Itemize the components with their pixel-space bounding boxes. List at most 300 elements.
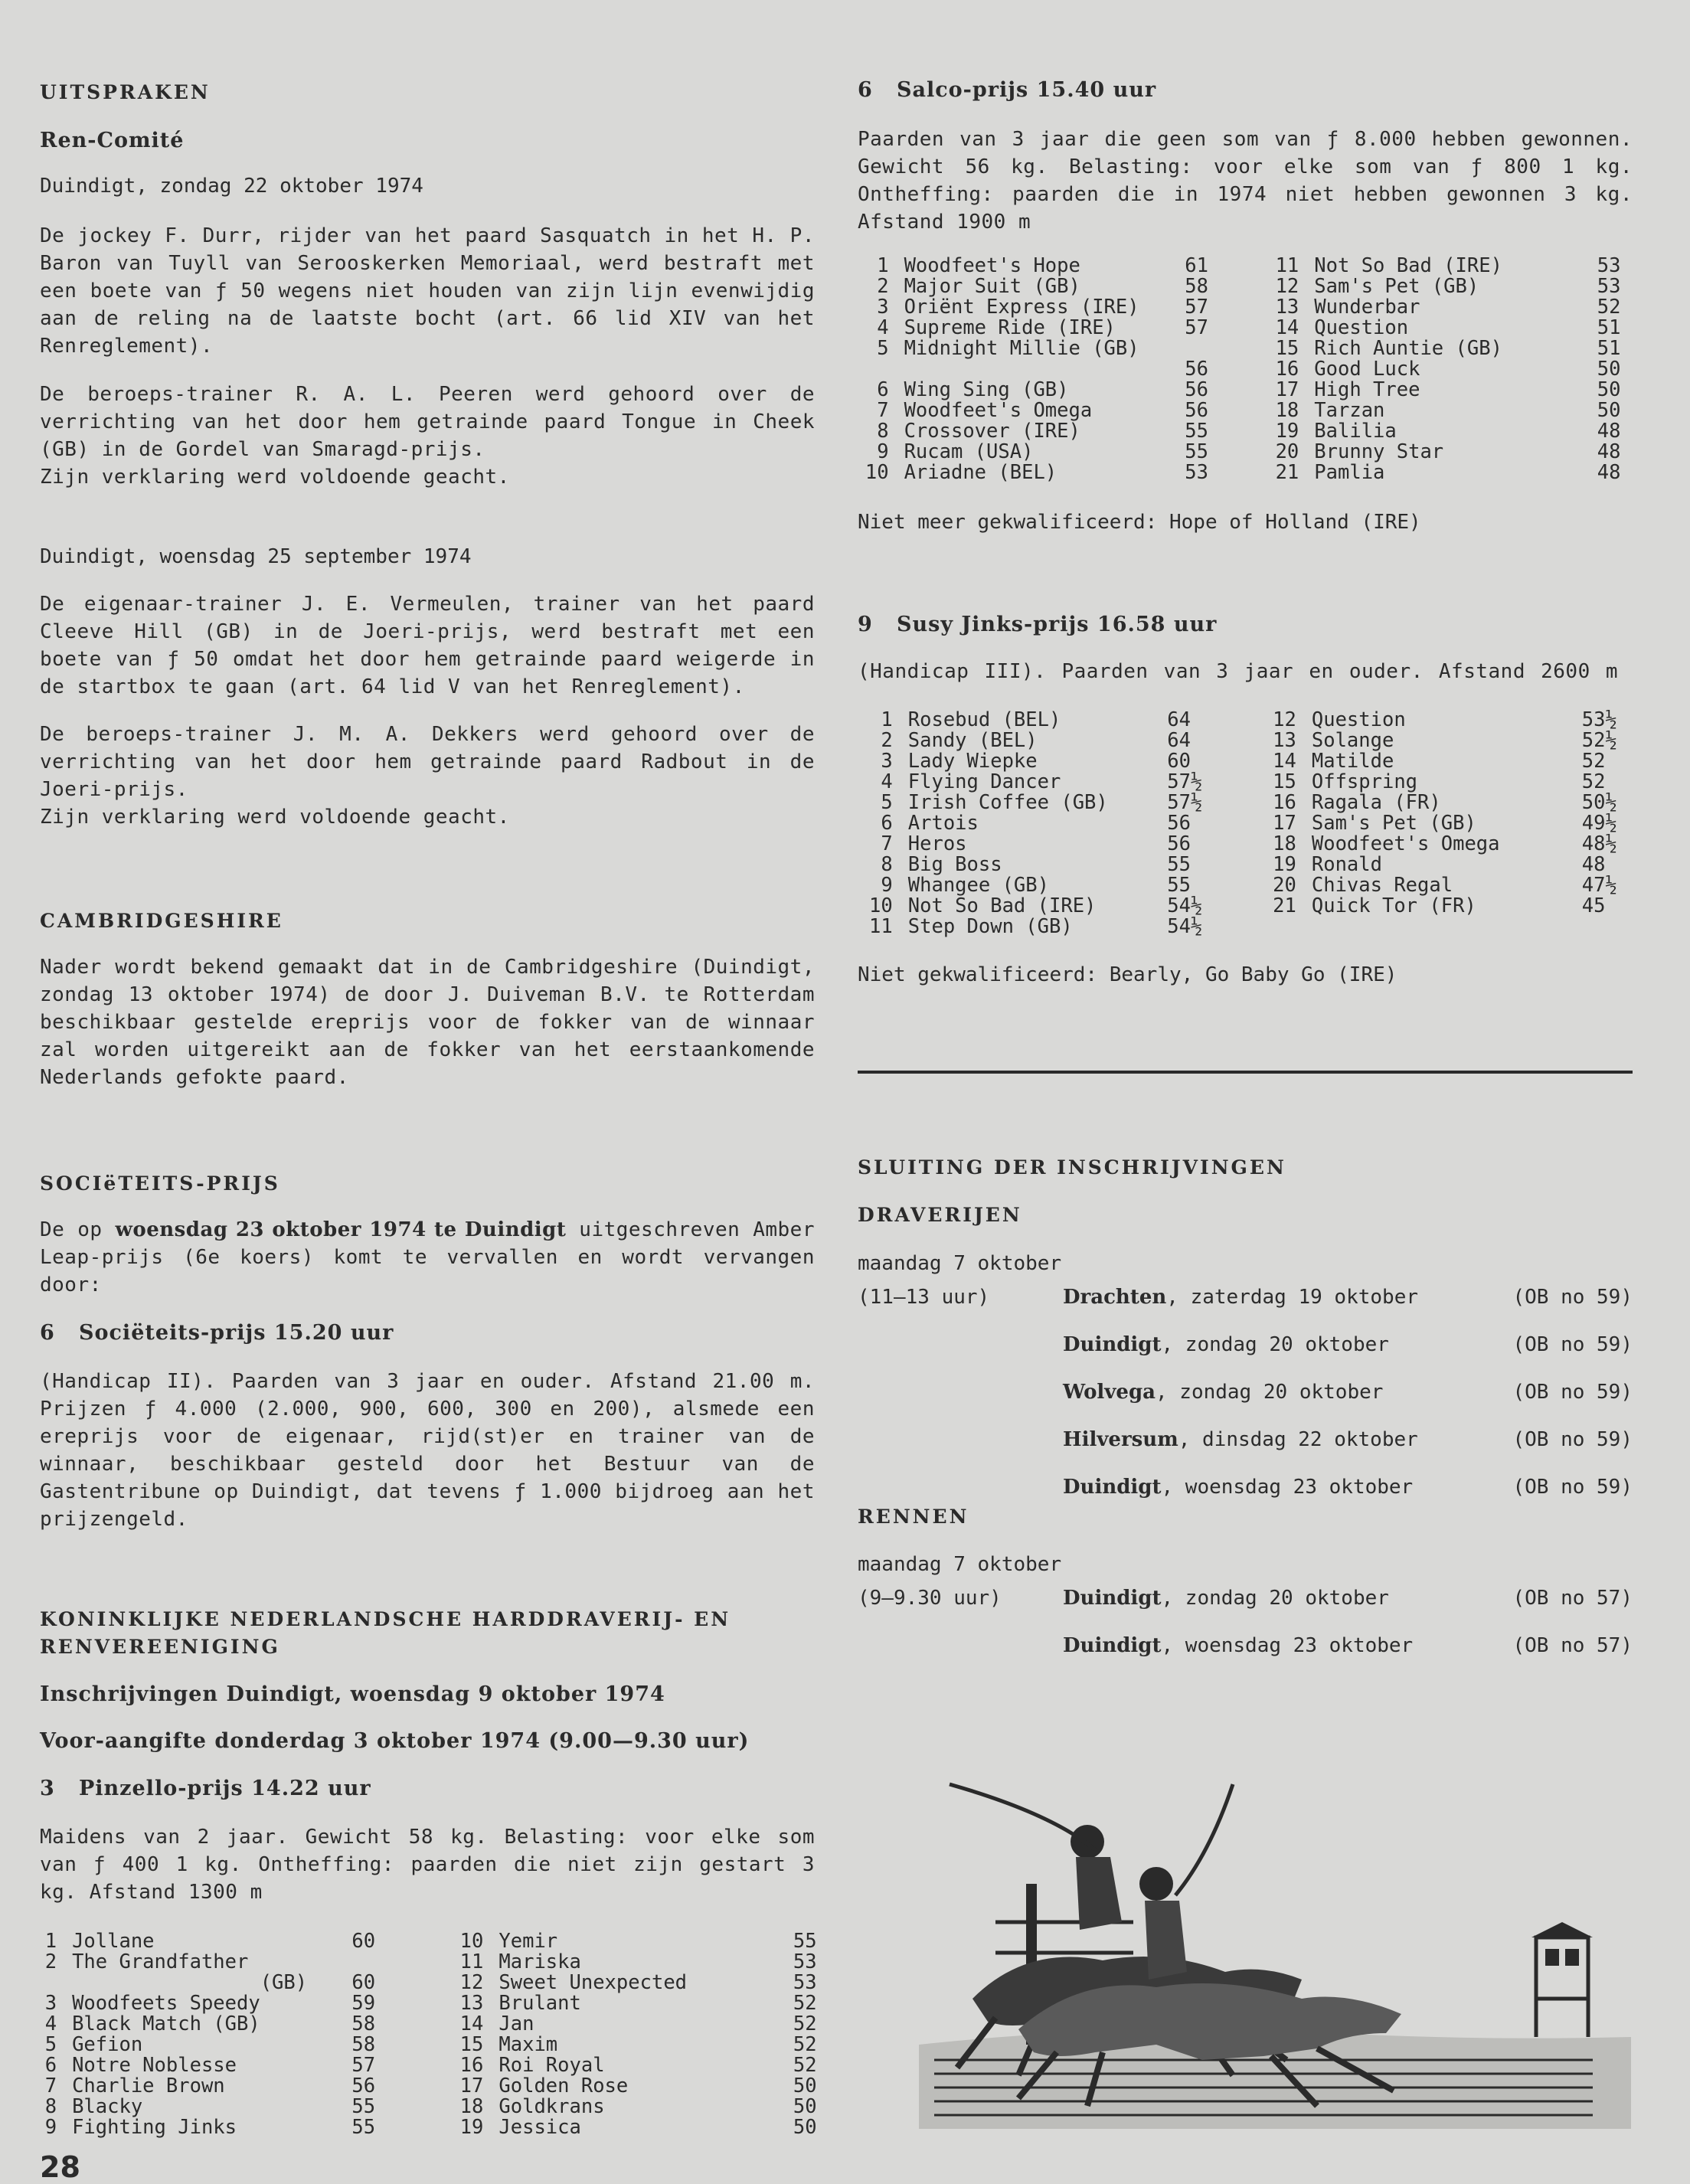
horse-name: Good Luck <box>1314 358 1420 381</box>
horse-name: Jan <box>499 2012 534 2035</box>
uitspraken-paragraph-2 <box>40 381 815 491</box>
closing-day: , dinsdag 22 oktober <box>1178 1428 1418 1451</box>
horse-name: Charlie Brown <box>72 2074 225 2097</box>
entry-row <box>1256 421 1633 442</box>
closing-time: (9—9.30 uur) <box>858 1587 1002 1610</box>
entry-number: 11 <box>459 1950 484 1973</box>
entry-number: 13 <box>1273 729 1296 752</box>
horse-name: Notre Noblesse <box>72 2054 237 2077</box>
horse-name: High Tree <box>1314 378 1420 401</box>
entry-number: 12 <box>1273 708 1296 731</box>
entry-weight: 58 <box>351 2012 376 2035</box>
closing-ob-number: (OB no 59) <box>1512 1476 1633 1499</box>
closing-ob-number: (OB no 57) <box>1512 1587 1633 1610</box>
entry-number <box>40 1973 72 1993</box>
entry-number: 2 <box>881 729 893 752</box>
entry-row <box>858 917 1213 937</box>
horse-name: Crossover (IRE) <box>904 420 1080 443</box>
entry-row <box>438 2097 830 2117</box>
grandstand-icon <box>1531 1922 1593 2037</box>
entry-weight: 55 <box>1167 853 1191 876</box>
entry-row <box>1256 463 1633 483</box>
closing-ob-number: (OB no 59) <box>1512 1428 1633 1451</box>
entry-weight: 52½ <box>1581 729 1617 752</box>
entry-number: 5 <box>44 2033 57 2056</box>
uitspraken-heading: UITSPRAKEN <box>40 81 211 103</box>
ren-comite-subheading: Ren-Comité <box>40 129 185 152</box>
horse-name: Irish Coffee (GB) <box>907 791 1108 814</box>
entry-row <box>1256 359 1633 380</box>
entry-weight: 52 <box>793 1992 817 2015</box>
horse-name: Wunderbar <box>1314 296 1420 319</box>
entry-row <box>1256 338 1633 359</box>
entry-weight: 55 <box>351 2095 376 2118</box>
entry-row <box>1256 793 1633 813</box>
jockey-2-body-icon <box>1145 1901 1187 1980</box>
horse-name: Not So Bad (IRE) <box>907 894 1097 917</box>
societeits-heading: SOCIëTEITS-PRIJS <box>40 1172 280 1195</box>
entry-number: 9 <box>877 440 889 463</box>
entry-row <box>1256 256 1633 276</box>
entry-number: 5 <box>877 337 889 360</box>
horse-name: Sam's Pet (GB) <box>1311 812 1476 835</box>
closing-venue: Duindigt <box>1063 1476 1162 1499</box>
entry-row <box>858 380 1213 401</box>
uitspraken-date-2: Duindigt, woensdag 25 september 1974 <box>40 545 472 568</box>
entry-weight: 54½ <box>1167 894 1203 917</box>
entry-weight: 56 <box>1185 358 1208 381</box>
entry-row <box>40 1952 380 1973</box>
rennen-heading: RENNEN <box>858 1506 969 1528</box>
entry-number: 11 <box>869 915 893 938</box>
susy-race-title: 9 Susy Jinks-prijs 16.58 uur <box>858 613 1218 636</box>
susy-conditions: (Handicap III). Paarden van 3 jaar en ouder. Afstand 2600 m <box>858 660 1619 683</box>
entry-number: 19 <box>459 2116 484 2139</box>
entry-weight: 55 <box>1185 420 1208 443</box>
entry-weight: 49½ <box>1581 812 1617 835</box>
closing-meeting <box>1063 1476 1413 1499</box>
entry-weight: 58 <box>351 2033 376 2056</box>
societeits-race-title: 6 Sociëteits-prijs 15.20 uur <box>40 1321 394 1345</box>
entry-number: 20 <box>1275 440 1299 463</box>
entry-row <box>858 813 1213 834</box>
horse-name: Fighting Jinks <box>72 2116 237 2139</box>
entry-row <box>438 2076 830 2097</box>
entry-row <box>438 1952 830 1973</box>
entry-number: 14 <box>1273 750 1296 773</box>
page-number: 28 <box>40 2150 80 2184</box>
horse-name: Woodfeet's Omega <box>1311 832 1500 855</box>
entry-number: 8 <box>877 420 889 443</box>
entry-row <box>1256 710 1633 731</box>
closing-day: , woensdag 23 oktober <box>1161 1476 1414 1499</box>
entry-number: 4 <box>44 2012 57 2035</box>
entry-row <box>1256 751 1633 772</box>
horse-name: Rucam (USA) <box>904 440 1034 463</box>
uitspraken-paragraph-2-text: De beroeps-trainer R. A. L. Peeren werd gehoord over de verrichting van het door hem getrainde paard Tongue in Cheek (GB) in de Gordel van Smaragd-prijs. <box>40 383 815 461</box>
entry-number: 16 <box>1273 791 1296 814</box>
entry-row <box>40 1931 380 1952</box>
horse-name: Woodfeet's Hope <box>904 254 1080 277</box>
horse-name: Roi Royal <box>499 2054 605 2077</box>
entry-number: 21 <box>1275 461 1299 484</box>
entry-weight: 57 <box>351 2054 376 2077</box>
entry-number: 1 <box>44 1930 57 1953</box>
entry-weight: 52 <box>793 2012 817 2035</box>
uitspraken-date-1: Duindigt, zondag 22 oktober 1974 <box>40 175 423 198</box>
entry-row <box>40 1993 380 2014</box>
uitspraken-paragraph-2-verdict: Zijn verklaring werd voldoende geacht. <box>40 466 510 489</box>
entry-weight: 57½ <box>1167 770 1203 793</box>
entry-number: 13 <box>459 1992 484 2015</box>
entry-weight: 51 <box>1597 337 1621 360</box>
horse-name: Not So Bad (IRE) <box>1314 254 1502 277</box>
inschrijvingen-line: Inschrijvingen Duindigt, woensdag 9 oktober 1974 <box>40 1682 665 1706</box>
entry-number: 10 <box>865 461 889 484</box>
horse-name: Jollane <box>72 1930 155 1953</box>
entry-row <box>858 710 1213 731</box>
knhr-heading <box>40 1606 815 1661</box>
horse-name: Brunny Star <box>1314 440 1444 463</box>
entry-row <box>1256 401 1633 421</box>
entry-weight: 64 <box>1167 708 1191 731</box>
closing-venue: Duindigt <box>1063 1634 1162 1657</box>
entry-row <box>1256 731 1633 751</box>
entry-number: 21 <box>1273 894 1296 917</box>
horse-name: Brulant <box>499 1992 581 2015</box>
entry-weight: 55 <box>351 2116 376 2139</box>
pinzello-entries-left <box>40 1931 380 2138</box>
entry-row <box>858 359 1213 380</box>
entry-weight: 53½ <box>1581 708 1617 731</box>
entry-weight: 58 <box>1185 275 1208 298</box>
susy-not-qualified: Niet gekwalificeerd: Bearly, Go Baby Go (IRE) <box>858 963 1397 986</box>
uitspraken-paragraph-4-text: De beroeps-trainer J. M. A. Dekkers werd gehoord over de verrichting van het door hem getrainde paard Radbout in de Joeri-prijs. <box>40 723 815 801</box>
entry-row <box>1256 442 1633 463</box>
entry-number: 19 <box>1275 420 1299 443</box>
entry-row <box>1256 772 1633 793</box>
draverijen-heading: DRAVERIJEN <box>858 1204 1022 1226</box>
entry-weight <box>351 1952 380 1973</box>
entry-number: 11 <box>1275 254 1299 277</box>
entry-row <box>438 1931 830 1952</box>
entry-number: 16 <box>1275 358 1299 381</box>
entry-number: 3 <box>877 296 889 319</box>
draverijen-date: maandag 7 oktober <box>858 1252 1062 1275</box>
entry-weight: 50½ <box>1581 791 1617 814</box>
horse-name: Oriënt Express (IRE) <box>904 296 1139 319</box>
horse-name: Chivas Regal <box>1311 874 1453 897</box>
entry-number: 5 <box>881 791 893 814</box>
entry-row <box>858 338 1213 359</box>
uitspraken-paragraph-3: De eigenaar-trainer J. E. Vermeulen, trainer van het paard Cleeve Hill (GB) in de Joeri-prijs, werd bestraft met een boete van ƒ 50 omdat het door hem getrainde paard weigerde in de startbox te gaan (art. 64 lid V van het Renreglement). <box>40 593 815 698</box>
horse-name: Maxim <box>499 2033 558 2056</box>
susy-entries-right <box>1256 710 1633 917</box>
pinzello-entries-right <box>438 1931 830 2138</box>
entry-number: 6 <box>44 2054 57 2077</box>
entry-weight: 50 <box>1597 358 1621 381</box>
pinzello-conditions: Maidens van 2 jaar. Gewicht 58 kg. Belasting: voor elke som van ƒ 400 1 kg. Ontheffing: paarden die niet zijn gestart 3 kg. Afstand 1300 m <box>40 1826 815 1904</box>
entry-number: 9 <box>881 874 893 897</box>
entry-weight: 60 <box>1167 750 1191 773</box>
horse-name: Pamlia <box>1314 461 1385 484</box>
entry-number: 6 <box>881 812 893 835</box>
horse-name: Solange <box>1311 729 1394 752</box>
entry-row <box>1256 875 1633 896</box>
entry-number: 19 <box>1273 853 1296 876</box>
horse-name: The Grandfather <box>72 1950 249 1973</box>
horse-name: Yemir <box>499 1930 558 1953</box>
horse-name: Whangee (GB) <box>907 874 1049 897</box>
entry-row <box>1256 380 1633 401</box>
entry-number: 4 <box>881 770 893 793</box>
entry-weight <box>1185 338 1213 359</box>
entry-number: 18 <box>1273 832 1296 855</box>
entry-number: 12 <box>1275 275 1299 298</box>
entry-row <box>40 1973 380 1993</box>
entry-weight: 48 <box>1597 440 1621 463</box>
jockey-body-icon <box>1076 1857 1122 1930</box>
uitspraken-paragraph-1: De jockey F. Durr, rijder van het paard Sasquatch in het H. P. Baron van Tuyll van Serooskerken Memoriaal, werd bestraft met een boete van ƒ 50 wegens niet houden van zijn lijn evenwijdig aan de reling na de laatste bocht (art. 66 lid XIV van het Renreglement). <box>40 224 815 358</box>
horse-name: (GB) <box>72 1971 308 1994</box>
entry-row <box>40 2097 380 2117</box>
entry-number: 2 <box>877 275 889 298</box>
entry-number: 4 <box>877 316 889 339</box>
entry-number: 13 <box>1275 296 1299 319</box>
salco-conditions: Paarden van 3 jaar die geen som van ƒ 8.000 hebben gewonnen. Gewicht 56 kg. Belasting: voor elke som van ƒ 800 1 kg. Ontheffing: paarden die in 1974 niet hebben gewonnen 3 kg. Afstand 1900 m <box>858 128 1633 234</box>
horse-name: Big Boss <box>907 853 1002 876</box>
entry-number: 6 <box>877 378 889 401</box>
uitspraken-paragraph-4 <box>40 721 815 831</box>
closing-meeting <box>1063 1381 1383 1404</box>
entry-number: 8 <box>881 853 893 876</box>
entry-row <box>1256 896 1633 917</box>
salco-race-title: 6 Salco-prijs 15.40 uur <box>858 78 1157 102</box>
horse-name: Gefion <box>72 2033 143 2056</box>
entry-weight: 56 <box>1185 399 1208 422</box>
closing-meeting <box>1063 1587 1389 1610</box>
entry-weight: 53 <box>793 1950 817 1973</box>
uitspraken-paragraph-4-verdict: Zijn verklaring werd voldoende geacht. <box>40 806 510 829</box>
salco-entries-left <box>858 256 1213 483</box>
entry-row <box>438 2014 830 2035</box>
closing-day: , zondag 20 oktober <box>1161 1587 1389 1610</box>
sluiting-heading: SLUITING DER INSCHRIJVINGEN <box>858 1156 1286 1179</box>
entry-weight: 60 <box>351 1930 376 1953</box>
horse-name: Tarzan <box>1314 399 1385 422</box>
closing-venue: Hilversum <box>1063 1428 1178 1451</box>
horse-name: Golden Rose <box>499 2074 629 2097</box>
entry-row <box>40 2117 380 2138</box>
societeits-conditions: (Handicap II). Paarden van 3 jaar en ouder. Afstand 21.00 m. Prijzen ƒ 4.000 (2.000, 900, 600, 300 en 200), alsmede een ereprijs voor de eigenaar, rijd(st)er en trainer van de winnaar, beschikbaar gesteld door het Bestuur van de Gastentribune op Duindigt, dat tevens ƒ 1.000 bijdroeg aan het prijzengeld. <box>40 1370 815 1531</box>
closing-ob-number: (OB no 59) <box>1512 1286 1633 1309</box>
entry-row <box>858 297 1213 318</box>
horse-name: Black Match (GB) <box>72 2012 260 2035</box>
horse-name: Major Suit (GB) <box>904 275 1080 298</box>
entry-row <box>1256 318 1633 338</box>
horse-name: Sandy (BEL) <box>907 729 1038 752</box>
entry-row <box>858 401 1213 421</box>
societeits-intro-pre: De op <box>40 1218 116 1241</box>
entry-weight: 57½ <box>1167 791 1203 814</box>
susy-entries-left <box>858 710 1213 937</box>
horse-name: Ronald <box>1311 853 1382 876</box>
entry-row <box>858 834 1213 855</box>
closing-meeting <box>1063 1428 1418 1451</box>
entry-row <box>1256 813 1633 834</box>
entry-number: 3 <box>881 750 893 773</box>
steeplechase-illustration <box>904 1769 1639 2137</box>
voor-aangifte-line: Voor-aangifte donderdag 3 oktober 1974 (9.00—9.30 uur) <box>40 1729 750 1753</box>
closing-venue: Duindigt <box>1063 1587 1162 1610</box>
entry-weight: 52 <box>1597 296 1621 319</box>
entry-number: 7 <box>877 399 889 422</box>
entry-row <box>858 793 1213 813</box>
entry-number: 17 <box>459 2074 484 2097</box>
closing-venue: Duindigt <box>1063 1333 1162 1356</box>
entry-weight: 53 <box>1185 461 1208 484</box>
horse-name: Goldkrans <box>499 2095 605 2118</box>
entry-weight: 52 <box>793 2054 817 2077</box>
entry-row <box>438 1973 830 1993</box>
entry-weight: 50 <box>1597 399 1621 422</box>
entry-number: 18 <box>1275 399 1299 422</box>
entry-number: 7 <box>881 832 893 855</box>
entry-row <box>438 2117 830 2138</box>
salco-not-qualified: Niet meer gekwalificeerd: Hope of Holland (IRE) <box>858 511 1421 534</box>
knhr-heading-line-1: KONINKLIJKE NEDERLANDSCHE HARDDRAVERIJ- EN <box>40 1608 731 1630</box>
horse-name: Matilde <box>1311 750 1394 773</box>
horse-name: Woodfeet's Omega <box>904 399 1093 422</box>
entry-row <box>858 731 1213 751</box>
closing-day: , zondag 20 oktober <box>1155 1381 1384 1404</box>
entry-weight: 57 <box>1185 296 1208 319</box>
societeits-intro-post: uitgeschreven Amber Leap-prijs (6e koers) komt te vervallen en wordt vervangen door: <box>40 1218 815 1296</box>
horse-name: Rosebud (BEL) <box>907 708 1061 731</box>
entry-weight: 50 <box>793 2074 817 2097</box>
entry-weight: 48 <box>1597 420 1621 443</box>
entry-number: 15 <box>1273 770 1296 793</box>
entry-weight: 53 <box>1597 275 1621 298</box>
entry-weight: 52 <box>1581 770 1606 793</box>
entry-row <box>40 2055 380 2076</box>
entry-weight: 50 <box>1597 378 1621 401</box>
entry-weight: 61 <box>1185 254 1208 277</box>
entry-weight: 59 <box>351 1992 376 2015</box>
horse-name: Supreme Ride (IRE) <box>904 316 1116 339</box>
closing-time: (11—13 uur) <box>858 1286 990 1309</box>
societeits-intro-bold: woensdag 23 oktober 1974 te Duindigt <box>115 1218 567 1241</box>
pinzello-race-title: 3 Pinzello-prijs 14.22 uur <box>40 1777 371 1800</box>
closing-ob-number: (OB no 59) <box>1512 1333 1633 1356</box>
cambridgeshire-heading: CAMBRIDGESHIRE <box>40 910 283 932</box>
horse-name: Rich Auntie (GB) <box>1314 337 1502 360</box>
entry-number: 12 <box>459 1971 484 1994</box>
entry-number: 17 <box>1275 378 1299 401</box>
entry-weight: 54½ <box>1167 915 1203 938</box>
entry-number: 15 <box>1275 337 1299 360</box>
entry-weight: 56 <box>1167 812 1191 835</box>
entry-row <box>858 855 1213 875</box>
horse-name: Flying Dancer <box>907 770 1061 793</box>
entry-number: 16 <box>459 2054 484 2077</box>
entry-row <box>858 276 1213 297</box>
horse-name: Ariadne (BEL) <box>904 461 1057 484</box>
entry-weight: 55 <box>793 1930 817 1953</box>
entry-row <box>40 2076 380 2097</box>
entry-weight: 56 <box>351 2074 376 2097</box>
closing-venue: Wolvega <box>1063 1381 1156 1404</box>
entry-row <box>858 421 1213 442</box>
closing-meeting <box>1063 1634 1413 1657</box>
closing-venue: Drachten <box>1063 1286 1167 1309</box>
jockey-2-head-icon <box>1139 1867 1173 1901</box>
entry-weight: 57 <box>1185 316 1208 339</box>
horse-name: Woodfeets Speedy <box>72 1992 260 2015</box>
horse-name <box>904 359 1185 380</box>
entry-number: 8 <box>44 2095 57 2118</box>
entry-row <box>858 751 1213 772</box>
horse-name: Balilia <box>1314 420 1397 443</box>
entry-row <box>858 772 1213 793</box>
knhr-heading-line-2: RENVEREENIGING <box>40 1636 280 1658</box>
horse-name: Sam's Pet (GB) <box>1314 275 1479 298</box>
salco-entries-right <box>1256 256 1633 483</box>
entry-row <box>858 896 1213 917</box>
entry-row <box>1256 834 1633 855</box>
entry-number: 15 <box>459 2033 484 2056</box>
horse-name: Heros <box>907 832 967 855</box>
entry-weight: 64 <box>1167 729 1191 752</box>
horse-name: Lady Wiepke <box>907 750 1038 773</box>
whip-2-icon <box>1175 1784 1233 1895</box>
entry-row <box>438 2055 830 2076</box>
entry-weight: 53 <box>1597 254 1621 277</box>
entry-row <box>438 1993 830 2014</box>
horse-name: Midnight Millie (GB) <box>904 337 1139 360</box>
horse-name: Wing Sing (GB) <box>904 378 1069 401</box>
entry-weight: 52 <box>1581 750 1606 773</box>
entry-row <box>1256 297 1633 318</box>
entry-row <box>858 442 1213 463</box>
entry-number: 18 <box>459 2095 484 2118</box>
entry-row <box>40 2035 380 2055</box>
entry-weight: 55 <box>1185 440 1208 463</box>
closing-day: , zaterdag 19 oktober <box>1166 1286 1419 1309</box>
closing-ob-number: (OB no 59) <box>1512 1381 1633 1404</box>
entry-number: 2 <box>44 1950 57 1973</box>
horse-name: Ragala (FR) <box>1311 791 1441 814</box>
entry-number: 14 <box>1275 316 1299 339</box>
horse-name: Question <box>1314 316 1409 339</box>
horse-name: Blacky <box>72 2095 143 2118</box>
entry-number <box>858 359 904 380</box>
entry-number: 9 <box>44 2116 57 2139</box>
section-divider <box>858 1071 1633 1074</box>
horse-name: Quick Tor (FR) <box>1311 894 1476 917</box>
entry-number: 17 <box>1273 812 1296 835</box>
closing-day: , woensdag 23 oktober <box>1161 1634 1414 1657</box>
horse-name: Jessica <box>499 2116 581 2139</box>
horse-name: Mariska <box>499 1950 581 1973</box>
entry-weight: 48 <box>1581 853 1606 876</box>
horse-name: Question <box>1311 708 1406 731</box>
entry-weight: 53 <box>793 1971 817 1994</box>
closing-meeting <box>1063 1333 1389 1356</box>
entry-row <box>858 318 1213 338</box>
entry-weight: 48½ <box>1581 832 1617 855</box>
entry-weight: 50 <box>793 2095 817 2118</box>
